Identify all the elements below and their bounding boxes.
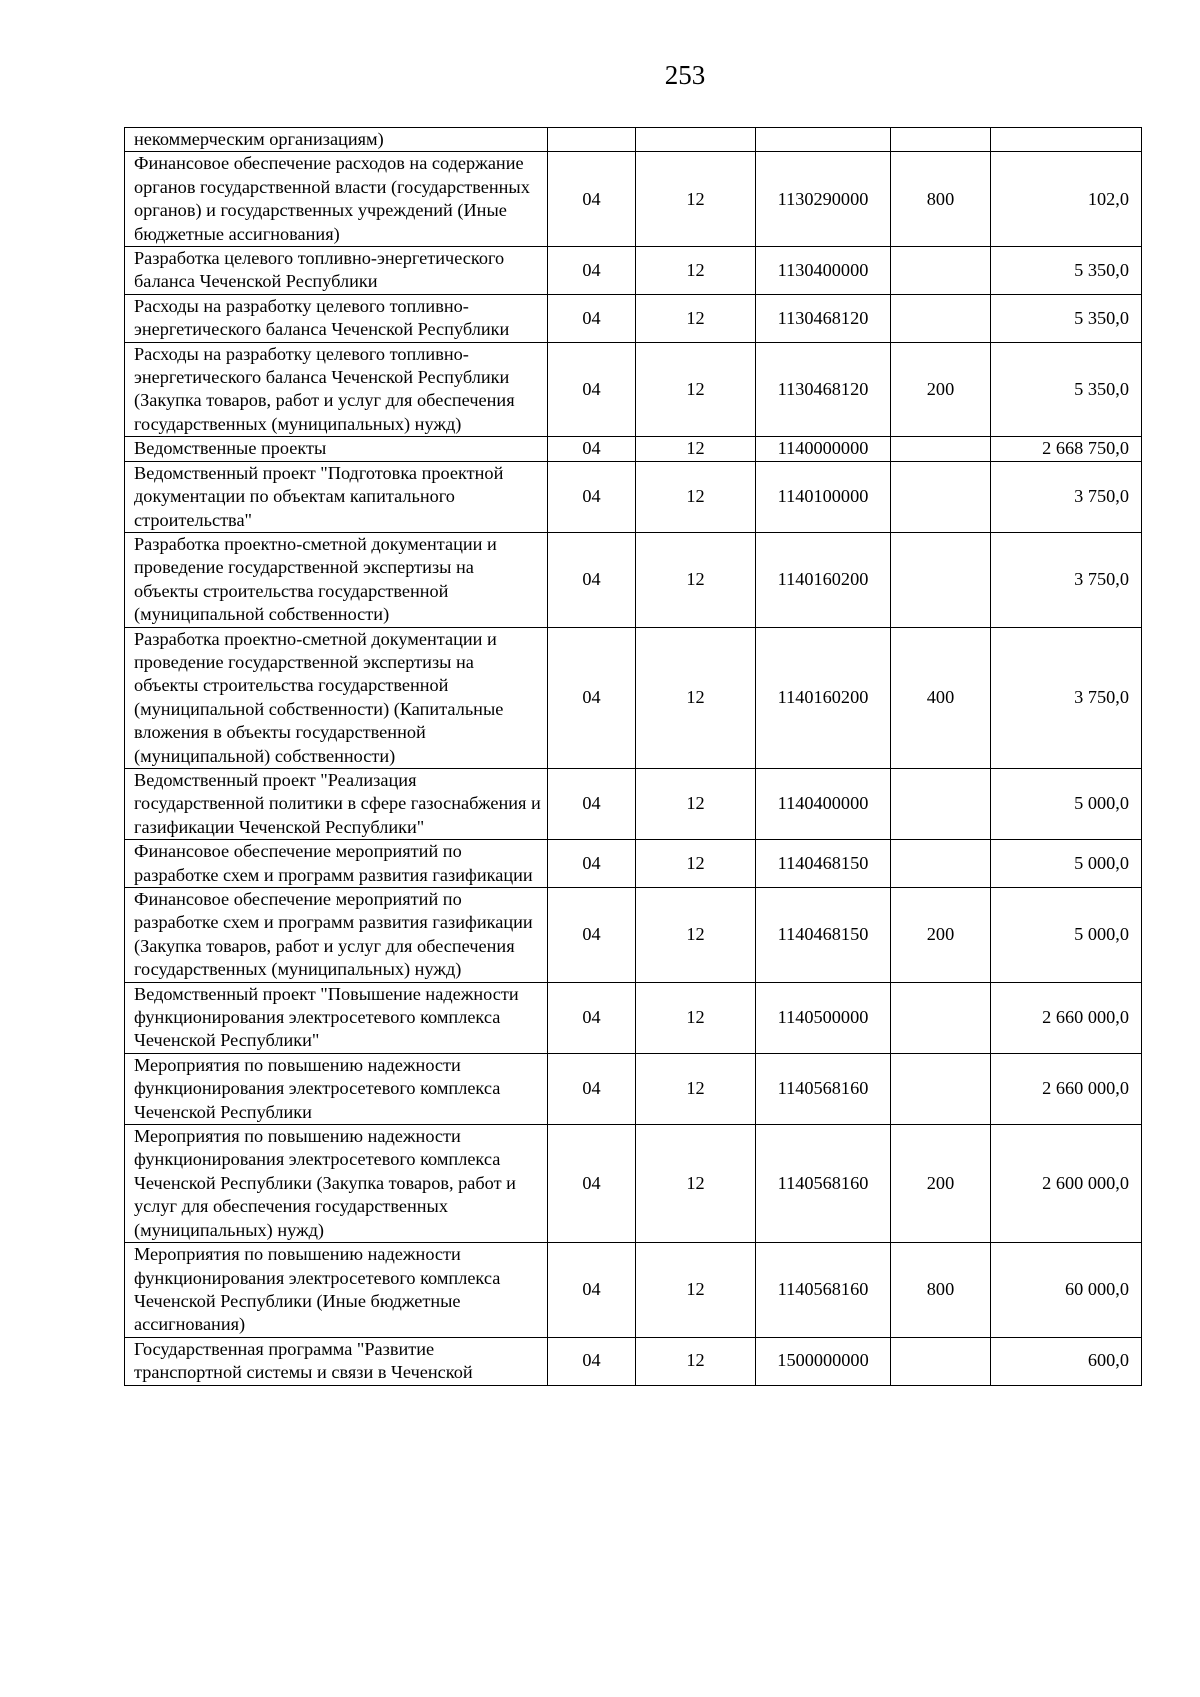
section-code-cell: 04 [548,532,636,627]
amount-cell: 3 750,0 [991,532,1142,627]
section-code-cell: 04 [548,1125,636,1243]
expense-name-cell: Ведомственный проект "Повышение надежности функционирования электросетевого комплекса Чеченской Республики" [125,982,548,1053]
table-row [125,437,1142,461]
table-row [125,152,1142,247]
budget-table [124,127,1142,1386]
expense-name-cell: некоммерческим организациям) [125,128,548,152]
expense-type-cell [891,1337,991,1385]
target-article-cell: 1500000000 [756,1337,891,1385]
subsection-code-cell: 12 [636,1125,756,1243]
target-article-cell: 1140568160 [756,1053,891,1124]
target-article-cell: 1140500000 [756,982,891,1053]
table-row [125,342,1142,437]
expense-type-cell [891,247,991,295]
target-article-cell: 1140468150 [756,840,891,888]
subsection-code-cell: 12 [636,294,756,342]
table-row [125,1053,1142,1124]
amount-cell: 3 750,0 [991,461,1142,532]
table-row [125,627,1142,768]
table-row [125,1243,1142,1338]
expense-name-cell: Ведомственный проект "Подготовка проектной документации по объектам капитального строительства" [125,461,548,532]
subsection-code-cell: 12 [636,532,756,627]
expense-type-cell: 800 [891,152,991,247]
table-row [125,1125,1142,1243]
expense-type-cell: 400 [891,627,991,768]
section-code-cell: 04 [548,437,636,461]
amount-cell: 2 660 000,0 [991,1053,1142,1124]
expense-type-cell [891,532,991,627]
expense-type-cell: 200 [891,1125,991,1243]
table-row [125,982,1142,1053]
subsection-code-cell: 12 [636,152,756,247]
target-article-cell: 1140400000 [756,768,891,839]
table-row [125,888,1142,983]
section-code-cell: 04 [548,461,636,532]
expense-type-cell [891,768,991,839]
section-code-cell: 04 [548,247,636,295]
section-code-cell: 04 [548,627,636,768]
target-article-cell [756,128,891,152]
table-row [125,247,1142,295]
expense-name-cell: Расходы на разработку целевого топливно-энергетического баланса Чеченской Республики [125,294,548,342]
expense-name-cell: Финансовое обеспечение мероприятий по разработке схем и программ развития газификации [125,840,548,888]
target-article-cell: 1140160200 [756,532,891,627]
subsection-code-cell: 12 [636,247,756,295]
subsection-code-cell: 12 [636,888,756,983]
amount-cell: 2 660 000,0 [991,982,1142,1053]
target-article-cell: 1140568160 [756,1125,891,1243]
expense-name-cell: Мероприятия по повышению надежности функционирования электросетевого комплекса Чеченской Республики [125,1053,548,1124]
amount-cell: 5 350,0 [991,294,1142,342]
page-number: 253 [664,60,706,90]
target-article-cell: 1130290000 [756,152,891,247]
subsection-code-cell: 12 [636,461,756,532]
subsection-code-cell [636,128,756,152]
amount-cell: 5 000,0 [991,768,1142,839]
expense-name-cell: Государственная программа "Развитие транспортной системы и связи в Чеченской [125,1337,548,1385]
target-article-cell: 1130400000 [756,247,891,295]
amount-cell: 60 000,0 [991,1243,1142,1338]
subsection-code-cell: 12 [636,627,756,768]
expense-type-cell [891,294,991,342]
expense-type-cell [891,840,991,888]
expense-type-cell: 200 [891,342,991,437]
expense-type-cell: 800 [891,1243,991,1338]
expense-type-cell [891,437,991,461]
subsection-code-cell: 12 [636,982,756,1053]
subsection-code-cell: 12 [636,1053,756,1124]
amount-cell [991,128,1142,152]
section-code-cell: 04 [548,840,636,888]
expense-name-cell: Ведомственные проекты [125,437,548,461]
table-row [125,840,1142,888]
expense-name-cell: Финансовое обеспечение мероприятий по разработке схем и программ развития газификации (Закупка товаров, работ и услуг для обеспечения государственных (муниципальных) нужд) [125,888,548,983]
section-code-cell: 04 [548,342,636,437]
subsection-code-cell: 12 [636,768,756,839]
amount-cell: 5 000,0 [991,888,1142,983]
expense-name-cell: Ведомственный проект "Реализация государственной политики в сфере газоснабжения и газификации Чеченской Республики" [125,768,548,839]
expense-name-cell: Разработка проектно-сметной документации и проведение государственной экспертизы на объекты строительства государственной (муниципальной собственности) (Капитальные вложения в объекты государственной (муниципальной) собственности) [125,627,548,768]
amount-cell: 2 600 000,0 [991,1125,1142,1243]
amount-cell: 5 350,0 [991,247,1142,295]
amount-cell: 3 750,0 [991,627,1142,768]
section-code-cell: 04 [548,294,636,342]
target-article-cell: 1140568160 [756,1243,891,1338]
expense-type-cell: 200 [891,888,991,983]
target-article-cell: 1140100000 [756,461,891,532]
subsection-code-cell: 12 [636,1243,756,1338]
target-article-cell: 1130468120 [756,342,891,437]
section-code-cell: 04 [548,888,636,983]
amount-cell: 600,0 [991,1337,1142,1385]
section-code-cell: 04 [548,152,636,247]
amount-cell: 5 000,0 [991,840,1142,888]
expense-name-cell: Расходы на разработку целевого топливно-энергетического баланса Чеченской Республики (Закупка товаров, работ и услуг для обеспечения государственных (муниципальных) нужд) [125,342,548,437]
expense-name-cell: Разработка проектно-сметной документации и проведение государственной экспертизы на объекты строительства государственной (муниципальной собственности) [125,532,548,627]
subsection-code-cell: 12 [636,342,756,437]
section-code-cell: 04 [548,982,636,1053]
target-article-cell: 1130468120 [756,294,891,342]
subsection-code-cell: 12 [636,840,756,888]
target-article-cell: 1140468150 [756,888,891,983]
table-row [125,1337,1142,1385]
expense-name-cell: Разработка целевого топливно-энергетического баланса Чеченской Республики [125,247,548,295]
expense-type-cell [891,461,991,532]
expense-type-cell [891,982,991,1053]
expense-name-cell: Мероприятия по повышению надежности функционирования электросетевого комплекса Чеченской Республики (Закупка товаров, работ и услуг для обеспечения государственных (муниципальных) нужд) [125,1125,548,1243]
section-code-cell: 04 [548,1243,636,1338]
amount-cell: 5 350,0 [991,342,1142,437]
target-article-cell: 1140000000 [756,437,891,461]
target-article-cell: 1140160200 [756,627,891,768]
expense-type-cell [891,1053,991,1124]
table-row [125,768,1142,839]
table-row [125,128,1142,152]
table-row [125,461,1142,532]
section-code-cell: 04 [548,1053,636,1124]
expense-name-cell: Финансовое обеспечение расходов на содержание органов государственной власти (государственных органов) и государственных учреждений (Иные бюджетные ассигнования) [125,152,548,247]
amount-cell: 2 668 750,0 [991,437,1142,461]
amount-cell: 102,0 [991,152,1142,247]
table-row [125,294,1142,342]
expense-type-cell [891,128,991,152]
subsection-code-cell: 12 [636,437,756,461]
section-code-cell [548,128,636,152]
subsection-code-cell: 12 [636,1337,756,1385]
section-code-cell: 04 [548,768,636,839]
table-row [125,532,1142,627]
expense-name-cell: Мероприятия по повышению надежности функционирования электросетевого комплекса Чеченской Республики (Иные бюджетные ассигнования) [125,1243,548,1338]
section-code-cell: 04 [548,1337,636,1385]
